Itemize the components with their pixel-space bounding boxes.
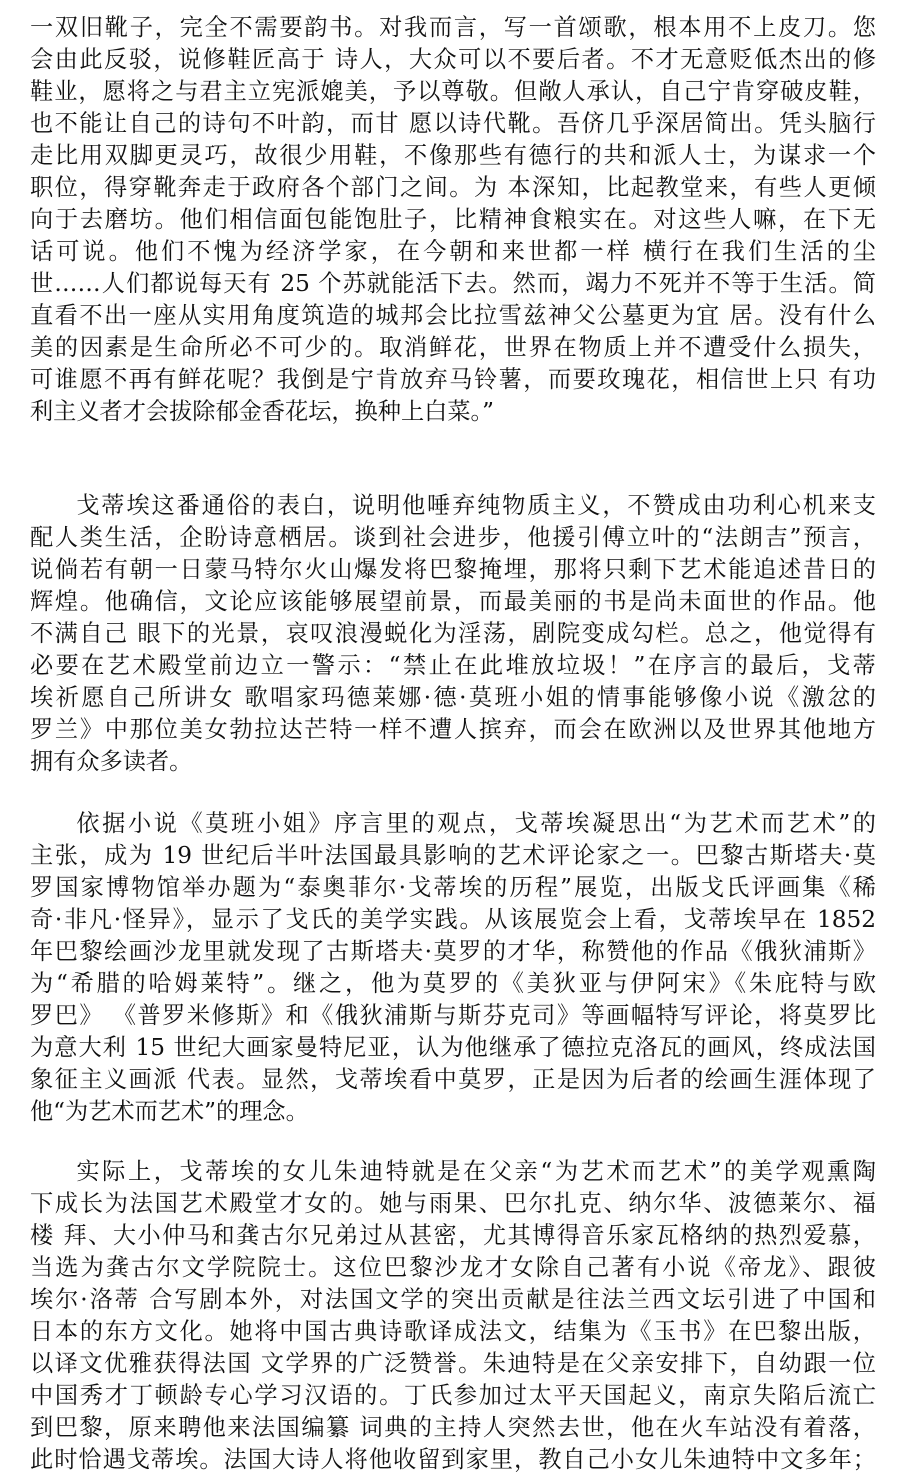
text-line: 职位，得穿靴奔走于政府各个部门之间。为 本深知，比起教堂来，有些人更倾 [30, 174, 876, 201]
text-line: 话可说。他们不愧为经济学家，在今朝和来世都一样 横行在我们生活的尘 [30, 238, 876, 265]
text-line: 直看不出一座从实用角度筑造的城邦会比拉雪兹神父公墓更为宜 居。没有什么 [30, 302, 876, 329]
text-line: 当选为龚古尔文学院院士。这位巴黎沙龙才女除自己著有小说《帝龙》、跟彼 [30, 1254, 876, 1281]
paragraph-1 [30, 12, 876, 460]
document-page [30, 12, 876, 1474]
text-line: 一双旧靴子，完全不需要韵书。对我而言，写一首颂歌，根本用不上皮刀。您 [30, 14, 876, 41]
text-line: 世……人们都说每天有 25 个苏就能活下去。然而，竭力不死并不等于生活。简 [30, 270, 876, 297]
text-line: 会由此反驳，说修鞋匠高于 诗人，大众可以不要后者。不才无意贬低杰出的修 [30, 46, 876, 73]
text-line: 埃祈愿自己所讲女 歌唱家玛德莱娜·德·莫班小姐的情事能够像小说《激忿的 [30, 684, 876, 711]
text-line: 美的因素是生命所必不可少的。取消鲜花，世界在物质上并不遭受什么损失， [30, 334, 876, 361]
text-line: 可谁愿不再有鲜花呢？我倒是宁肯放弃马铃薯，而要玫瑰花，相信世上只 有功 [30, 366, 876, 393]
text-line: 配人类生活，企盼诗意栖居。谈到社会进步，他援引傅立叶的“法朗吉”预言， [30, 524, 876, 551]
text-line: 走比用双脚更灵巧，故很少用鞋，不像那些有德行的共和派人士，为谋求一个 [30, 142, 876, 169]
text-line: 向于去磨坊。他们相信面包能饱肚子，比精神食粮实在。对这些人嘛，在下无 [30, 206, 876, 233]
text-line: 下成长为法国艺术殿堂才女的。她与雨果、巴尔扎克、纳尔华、波德莱尔、福 [30, 1190, 876, 1217]
text-line: 此时恰遇戈蒂埃。法国大诗人将他收留到家里，教自己小女儿朱迪特中文多年； [30, 1446, 876, 1473]
text-line: 以译文优雅获得法国 文学界的广泛赞誉。朱迪特是在父亲安排下，自幼跟一位 [30, 1350, 876, 1377]
text-line: 罗国家博物馆举办题为“泰奥菲尔·戈蒂埃的历程”展览，出版戈氏评画集《稀 [30, 874, 876, 901]
text-line: 辉煌。他确信，文论应该能够展望前景，而最美丽的书是尚未面世的作品。他 [30, 588, 876, 615]
text-line: 拥有众多读者。 [30, 748, 193, 775]
text-line: 到巴黎，原来聘他来法国编纂 词典的主持人突然去世，他在火车站没有着落， [30, 1414, 876, 1441]
text-line: 依据小说《莫班小姐》序言里的观点，戈蒂埃凝思出“为艺术而艺术”的 [76, 810, 876, 837]
text-line: 埃尔·洛蒂 合写剧本外，对法国文学的突出贡献是往法兰西文坛引进了中国和 [30, 1286, 876, 1313]
text-line: 他“为艺术而艺术”的理念。 [30, 1098, 309, 1125]
paragraph-3 [30, 808, 876, 1126]
text-line: 楼 拜、大小仲马和龚古尔兄弟过从甚密，尤其博得音乐家瓦格纳的热烈爱慕， [30, 1222, 876, 1249]
text-line: 必要在艺术殿堂前边立一警示：“禁止在此堆放垃圾！”在序言的最后，戈蒂 [30, 652, 876, 679]
paragraph-4 [30, 1156, 876, 1474]
text-line: 鞋业，愿将之与君主立宪派媲美，予以尊敬。但敞人承认，自己宁肯穿破皮鞋， [30, 78, 876, 105]
text-line: 中国秀才丁顿龄专心学习汉语的。丁氏参加过太平天国起义，南京失陷后流亡 [30, 1382, 876, 1409]
paragraph-2 [30, 490, 876, 778]
text-line: 利主义者才会拔除郁金香花坛，换种上白菜。” [30, 398, 495, 425]
text-line: 罗巴》 《普罗米修斯》和《俄狄浦斯与斯芬克司》等画幅特写评论，将莫罗比 [30, 1002, 876, 1029]
text-line: 实际上，戈蒂埃的女儿朱迪特就是在父亲“为艺术而艺术”的美学观熏陶 [76, 1158, 876, 1185]
text-line: 戈蒂埃这番通俗的表白，说明他唾弃纯物质主义，不赞成由功利心机来支 [76, 492, 876, 519]
text-line: 象征主义画派 代表。显然，戈蒂埃看中莫罗，正是因为后者的绘画生涯体现了 [30, 1066, 876, 1093]
text-line: 罗兰》中那位美女勃拉达芒特一样不遭人摈弃，而会在欧洲以及世界其他地方 [30, 716, 876, 743]
text-line: 日本的东方文化。她将中国古典诗歌译成法文，结集为《玉书》在巴黎出版， [30, 1318, 876, 1345]
text-line: 主张，成为 19 世纪后半叶法国最具影响的艺术评论家之一。巴黎古斯塔夫·莫 [30, 842, 876, 869]
text-line: 为意大利 15 世纪大画家曼特尼亚，认为他继承了德拉克洛瓦的画风，终成法国 [30, 1034, 876, 1061]
text-line: 为“希腊的哈姆莱特”。继之，他为莫罗的《美狄亚与伊阿宋》《朱庇特与欧 [30, 970, 876, 997]
text-line: 奇·非凡·怪异》，显示了戈氏的美学实践。从该展览会上看，戈蒂埃早在 1852 [30, 906, 876, 933]
text-line: 不满自己 眼下的光景，哀叹浪漫蜕化为淫荡，剧院变成勾栏。总之，他觉得有 [30, 620, 876, 647]
text-line: 年巴黎绘画沙龙里就发现了古斯塔夫·莫罗的才华，称赞他的作品《俄狄浦斯》 [30, 938, 876, 965]
text-line: 说倘若有朝一日蒙马特尔火山爆发将巴黎掩埋，那将只剩下艺术能追述昔日的 [30, 556, 876, 583]
text-line: 也不能让自己的诗句不叶韵，而甘 愿以诗代靴。吾侪几乎深居简出。凭头脑行 [30, 110, 876, 137]
